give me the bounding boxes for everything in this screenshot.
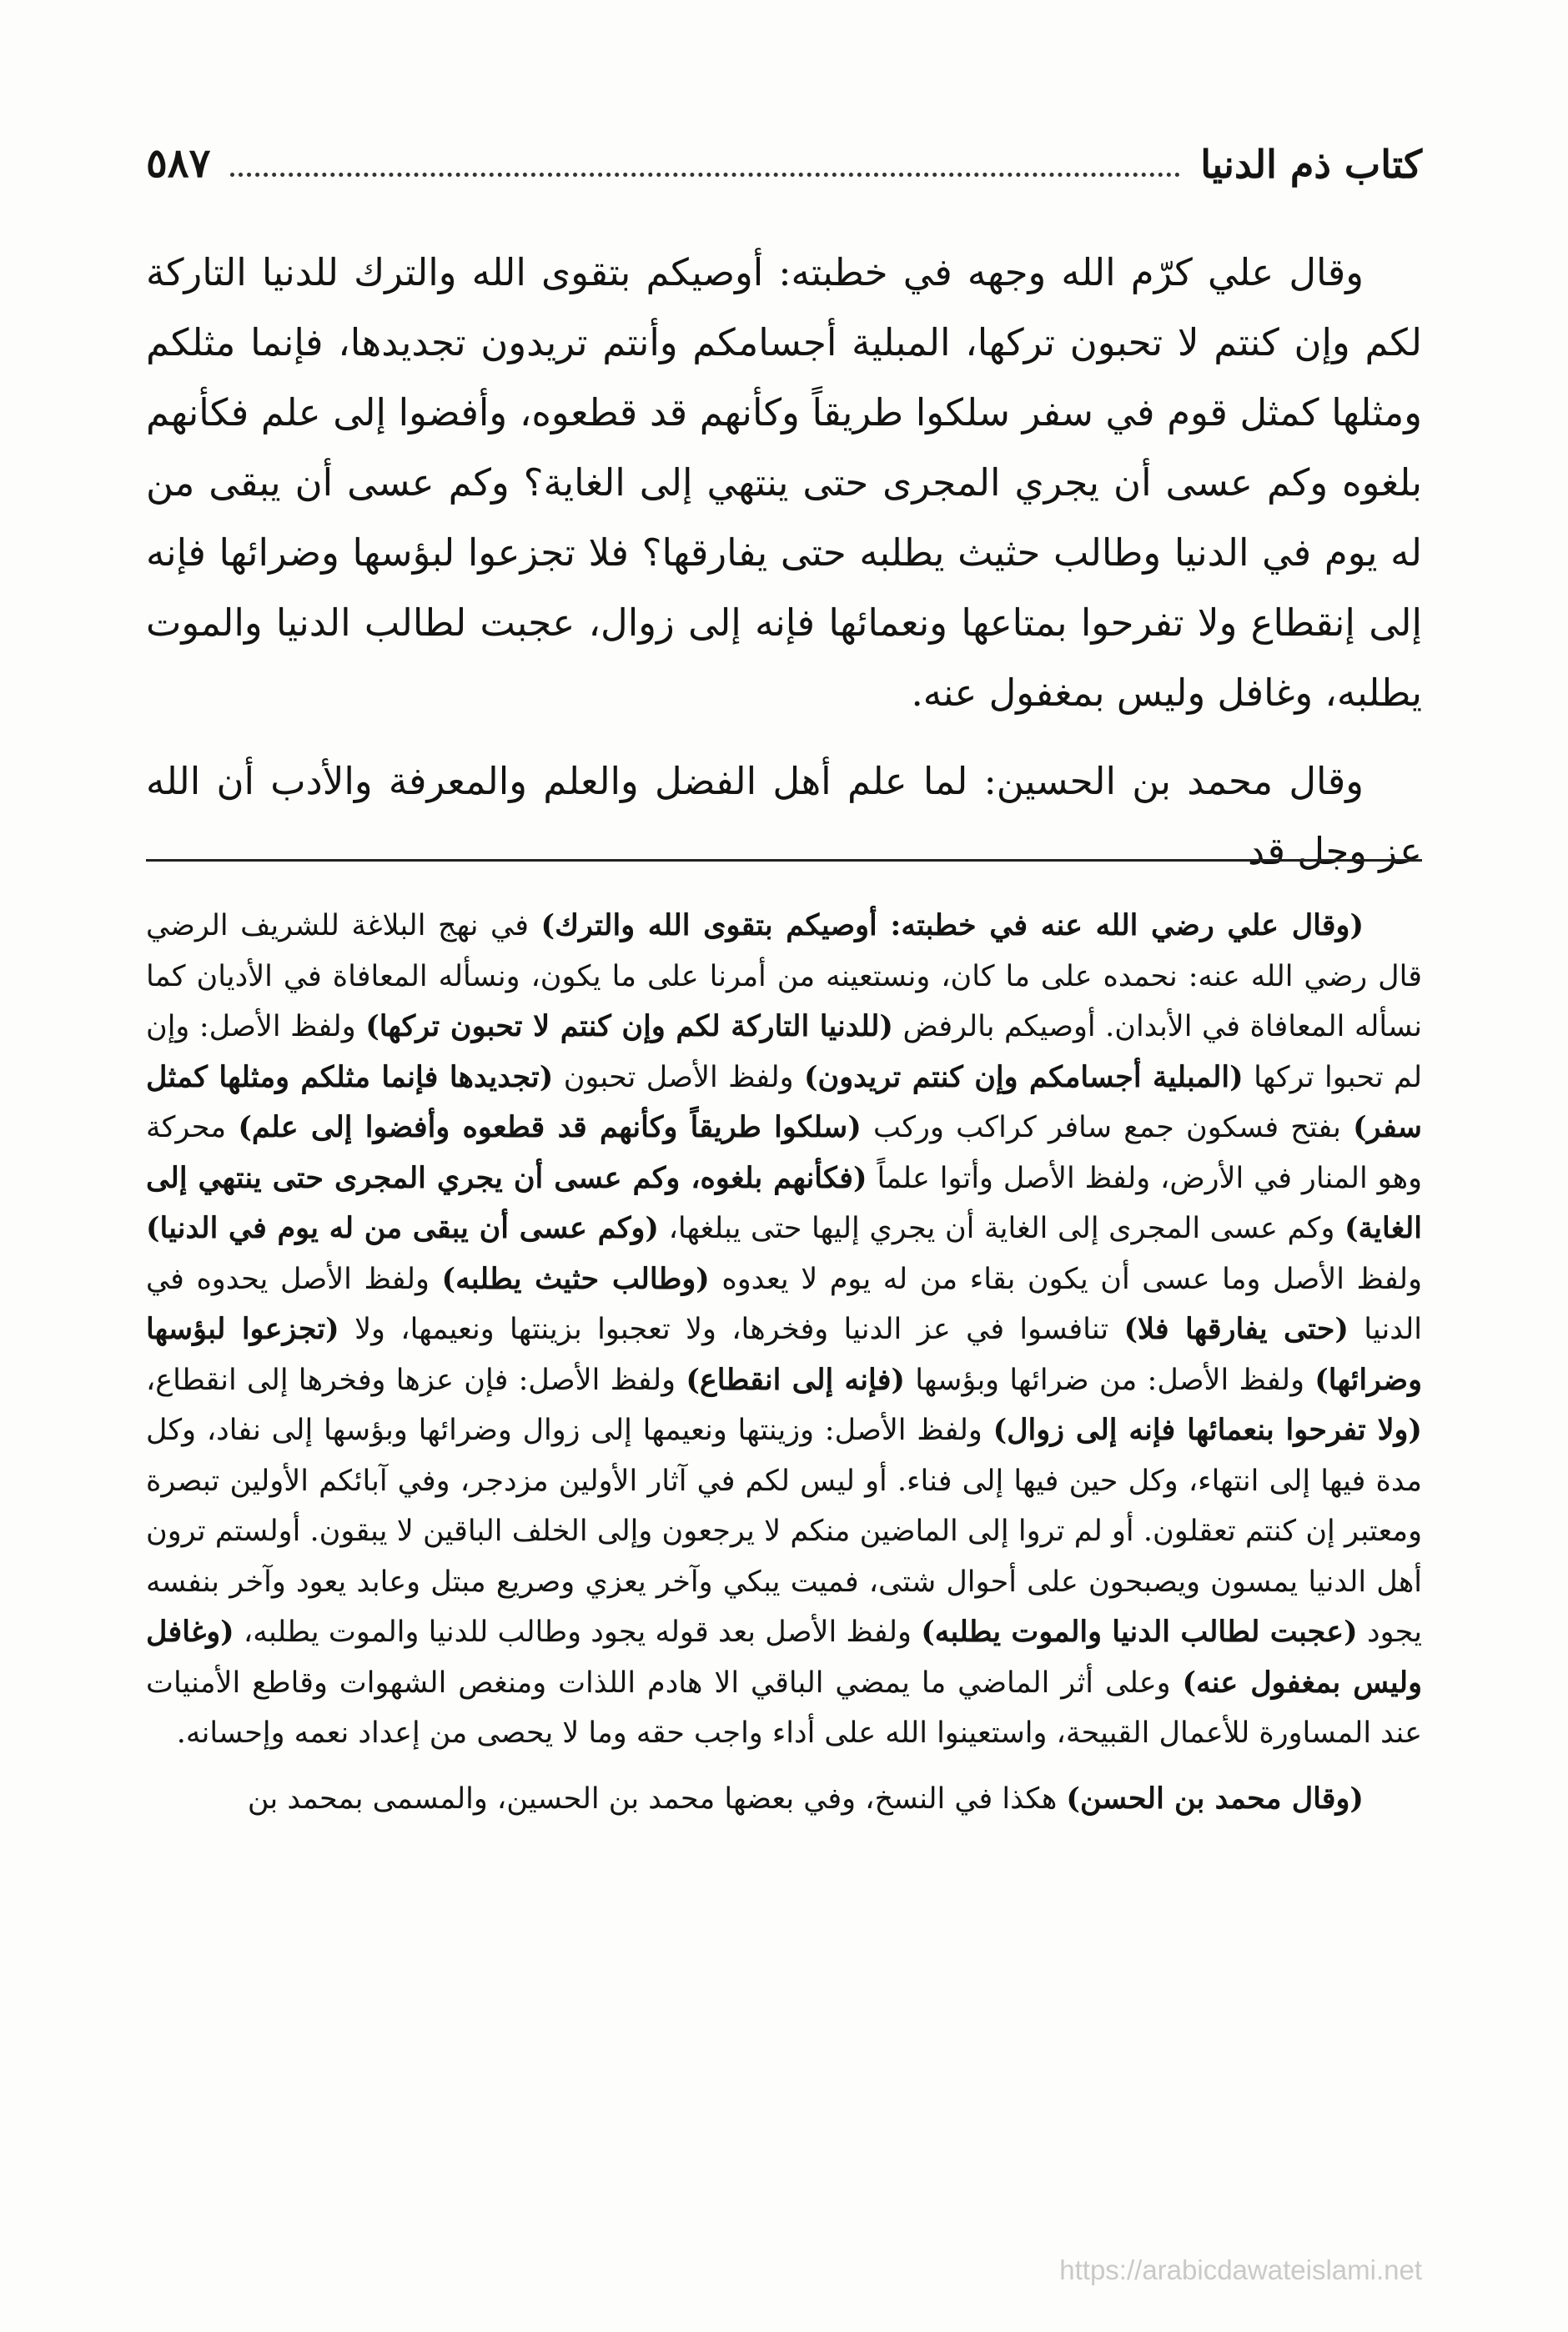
commentary-paragraph-2 <box>146 1774 1422 1825</box>
commentary-text: ولفظ الأصل تحبون <box>553 1060 804 1094</box>
quoted-phrase: (المبلية أجسامكم وإن كنتم تريدون) <box>803 1059 1244 1094</box>
quoted-phrase: (سلكوا طريقاً وكأنهم قد قطعوه وأفضوا إلى علم) <box>238 1110 862 1144</box>
commentary-text: وعلى أثر الماضي ما يمضي الباقي الا هادم اللذات ومنغص الشهوات وقاطع الأمنيات عند المساورة للأعمال القبيحة، واستعينوا الله على أداء واجب حقه وما لا يحصى من إعداد نعمه وإحسانه. <box>146 1666 1422 1750</box>
running-header <box>146 125 1422 187</box>
commentary-text: هكذا في النسخ، وفي بعضها محمد بن الحسين، والمسمى بمحمد بن <box>247 1782 1067 1816</box>
commentary-text: ولفظ الأصل وما عسى أن يكون بقاء من له يوم لا يعدوه <box>709 1262 1422 1296</box>
commentary-text: ولفظ الأصل: من ضرائها وبؤسها <box>904 1363 1315 1397</box>
footnote-separator <box>146 859 1422 862</box>
commentary-text: ولفظ الأصل: وزينتها ونعيمها إلى زوال وضرائها وبؤسها إلى نفاد، وكل مدة فيها إلى انتهاء، وكل حين فيها إلى فناء. أو ليس لكم في آثار الأولين مزدجر، وفي آبائكم الأولين تبصرة ومعتبر إن كنتم تعقلون. أو لم تروا إلى الماضين منكم لا يرجعون وإلى الخلف الباقين لا يبقون. أولستم ترون أهل الدنيا يمسون ويصبحون على أحوال شتى، فميت يبكي وآخر يعزي وصريع مبتل وعابد يعود وآخر بنفسه يجود <box>146 1414 1422 1649</box>
quoted-phrase: (تجديدها فإنما مثلكم ومثلها كمثل سفر) <box>146 1059 1422 1144</box>
quoted-phrase: (وقال محمد بن الحسن) <box>1066 1781 1364 1816</box>
leader-dots <box>230 172 1180 177</box>
watermark: https://arabicdawateislami.net <box>1059 2254 1422 2285</box>
quoted-phrase: (للدنيا التاركة لكم وإن كنتم لا تحبون تركها) <box>365 1009 893 1043</box>
main-text <box>146 238 1422 887</box>
commentary-paragraph-1 <box>146 901 1422 1759</box>
commentary-text: ولفظ الأصل: وإن لم تحبوا تركها <box>146 1010 1422 1094</box>
commentary-text: ولفظ الأصل يحدوه في الدنيا <box>146 1262 1422 1346</box>
running-title: كتاب ذم الدنيا <box>1200 142 1422 187</box>
quoted-phrase: (فإنه إلى انقطاع) <box>686 1362 905 1397</box>
commentary-text: محركة وهو المنار في الأرض، ولفظ الأصل وأتوا علماً <box>146 1111 1423 1195</box>
quoted-phrase: (وغافل وليس بمغفول عنه) <box>146 1615 1422 1700</box>
commentary-text: تنافسوا في عز الدنيا وفخرها، ولا تعجبوا بزينتها ونعيمها، ولا <box>339 1313 1124 1346</box>
main-paragraph-2: وقال محمد بن الحسين: لما علم أهل الفضل والعلم والمعرفة والأدب أن الله عز وجل قد <box>146 759 1422 873</box>
commentary-text: ولفظ الأصل بعد قوله يجود وطالب للدنيا والموت يطلبه، <box>234 1616 922 1649</box>
commentary-text: في نهج البلاغة للشريف الرضي قال رضي الله عنه: نحمده على ما كان، ونستعينه من أمرنا على ما يكون، ونسأله المعافاة في الأديان كما نسأله المعافاة في الأبدان. أوصيكم بالرفض <box>146 909 1423 1043</box>
commentary-text: وكم عسى المجرى إلى الغاية أن يجري إليها حتى يبلغها، <box>658 1212 1344 1245</box>
quoted-phrase: (وكم عسى أن يبقى من له يوم في الدنيا) <box>146 1211 659 1245</box>
main-paragraph-1: وقال علي كرّم الله وجهه في خطبته: أوصيكم بتقوى الله والترك للدنيا التاركة لكم وإن كنتم لا تحبون تركها، المبلية أجسامكم وأنتم تريدون تجديدها، فإنما مثلكم ومثلها كمثل قوم في سفر سلكوا طريقاً وكأنهم قد قطعوه، وأفضوا إلى علم فكأنهم بلغوه وكم عسى أن يجري المجرى حتى ينتهي إلى الغاية؟ وكم عسى أن يبقى من له يوم في الدنيا وطالب حثيث يطلبه حتى يفارقها؟ فلا تجزعوا لبؤسها وضرائها فإنه إلى إنقطاع ولا تفرحوا بمتاعها ونعمائها فإنه إلى زوال، عجبت لطالب الدنيا والموت يطلبه، وغافل وليس بمغفول عنه. <box>146 250 1422 715</box>
quoted-phrase: (وقال علي رضي الله عنه في خطبته: أوصيكم بتقوى الله والترك) <box>540 908 1364 942</box>
quoted-phrase: (حتى يفارقها فلا) <box>1123 1312 1349 1346</box>
quoted-phrase: (وطالب حثيث يطلبه) <box>441 1261 710 1296</box>
quoted-phrase: (ولا تفرحوا بنعمائها فإنه إلى زوال) <box>993 1413 1422 1447</box>
quoted-phrase: (فكأنهم بلغوه، وكم عسى أن يجري المجرى حتى ينتهي إلى الغاية) <box>146 1160 1422 1245</box>
commentary-text: ولفظ الأصل: فإن عزها وفخرها إلى انقطاع، <box>146 1363 686 1397</box>
quoted-phrase: (عجبت لطالب الدنيا والموت يطلبه) <box>921 1615 1358 1649</box>
commentary-block <box>146 901 1422 1824</box>
commentary-text: بفتح فسكون جمع سافر كراكب وركب <box>861 1111 1354 1144</box>
quoted-phrase: (تجزعوا لبؤسها وضرائها) <box>146 1312 1422 1397</box>
page-number: ٥٨٧ <box>146 140 211 187</box>
